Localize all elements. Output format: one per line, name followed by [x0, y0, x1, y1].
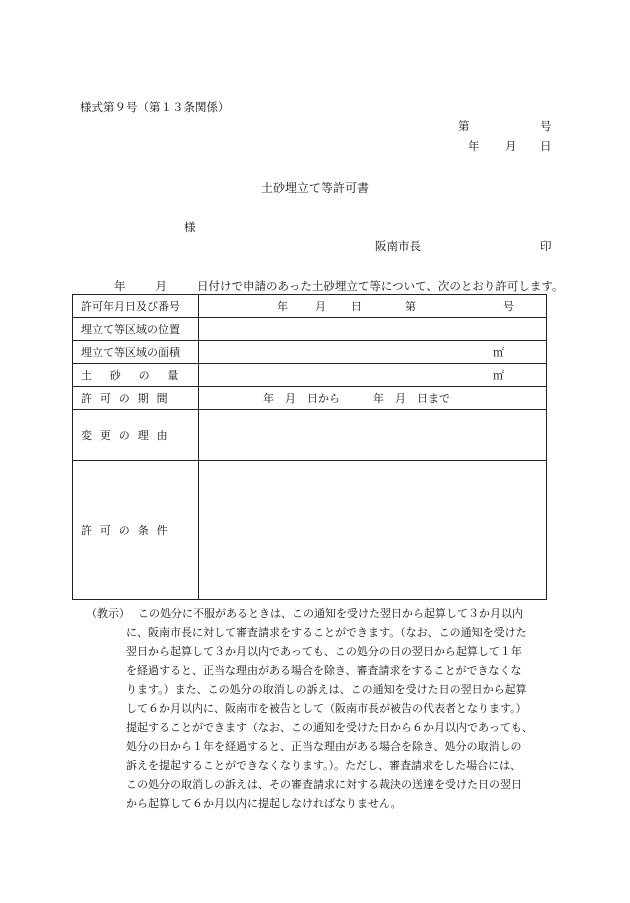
row-label: 埋立て等区域の位置	[73, 318, 199, 341]
row-label: 許 可 の 条 件	[73, 461, 199, 600]
permit-conditions-field	[199, 461, 547, 600]
row-label: 許 可 の 期 間	[73, 387, 199, 410]
notice-line: に、阪南市長に対して審査請求をすることができます。（なお、この通知を受けた	[126, 626, 527, 639]
date-month-label: 月	[505, 139, 517, 153]
notice-line: この処分に不服があるときは、この通知を受けた翌日から起算して３か月以内	[138, 607, 523, 620]
unit-square-meter: ㎡	[493, 369, 504, 382]
document-number-suffix: 号	[540, 119, 552, 133]
date-day-label: 日	[540, 139, 552, 153]
area-size-field	[199, 341, 547, 364]
instruction-label: （教示）	[86, 607, 130, 620]
permit-number-suffix: 号	[503, 300, 514, 313]
table-row	[73, 387, 547, 410]
table-row	[73, 364, 547, 387]
table-row	[73, 318, 547, 341]
table-row	[73, 295, 547, 318]
permit-period-field	[199, 387, 547, 410]
permit-month-label: 月	[315, 300, 326, 313]
unit-square-meter: ㎡	[493, 346, 504, 359]
change-reason-field	[199, 410, 547, 461]
notice-line: 提起することができます（なお、この通知を受けた日から６か月以内であっても、	[126, 721, 533, 734]
seal-mark: 印	[540, 239, 552, 253]
permit-date-number-field	[199, 295, 547, 318]
notice-line: ります。）また、この処分の取消しの訴えは、この通知を受けた日の翌日から起算	[126, 683, 527, 696]
document-number-prefix: 第	[458, 119, 470, 133]
notice-line: 翌日から起算して３か月以内であっても、この処分の日の翌日から起算して１年	[126, 645, 522, 658]
row-label: 埋立て等区域の面積	[73, 341, 199, 364]
permit-period-text: 年 月 日から 年 月 日まで	[263, 392, 450, 405]
notice-line: 訴えを提起することができなくなります。）。ただし、審査請求をした場合には、	[126, 759, 522, 772]
intro-year: 年	[114, 279, 126, 293]
date-year-label: 年	[468, 139, 480, 153]
notice-line: から起算して６か月以内に提起しなければなりません。	[126, 797, 402, 810]
permit-number-prefix: 第	[405, 300, 416, 313]
table-row	[73, 341, 547, 364]
permit-table	[72, 294, 547, 600]
instruction-continuation	[126, 623, 566, 813]
area-location-field	[199, 318, 547, 341]
form-number: 様式第９号（第１３条関係）	[80, 100, 230, 114]
issuer-name: 阪南市長	[375, 239, 421, 253]
notice-line: して６か月以内に、阪南市を被告として（阪南市長が被告の代表者となります。）	[126, 702, 527, 715]
table-row	[73, 410, 547, 461]
soil-volume-field	[199, 364, 547, 387]
intro-text: 日付けで申請のあった土砂埋立て等について、次のとおり許可します。	[197, 279, 564, 293]
row-label: 変 更 の 理 由	[73, 410, 199, 461]
intro-month: 月	[155, 279, 167, 293]
intro-statement	[114, 278, 564, 294]
notice-line: 処分の日から１年を経過すると、正当な理由がある場合を除き、処分の取消しの	[126, 740, 522, 753]
table-row	[73, 461, 547, 600]
permit-year-label: 年	[277, 300, 288, 313]
document-title: 土砂埋立て等許可書	[260, 181, 369, 195]
row-label: 許可年月日及び番号	[73, 295, 199, 318]
instruction-body	[126, 604, 560, 623]
recipient-honorific: 様	[184, 220, 196, 234]
row-label: 土 砂 の 量	[73, 364, 199, 387]
permit-day-label: 日	[351, 300, 362, 313]
notice-line: この処分の取消しの訴えは、その審査請求に対する裁決の送達を受けた日の翌日	[126, 778, 522, 791]
notice-line: を経過すると、正当な理由がある場合を除き、審査請求をすることができなくな	[126, 664, 522, 677]
